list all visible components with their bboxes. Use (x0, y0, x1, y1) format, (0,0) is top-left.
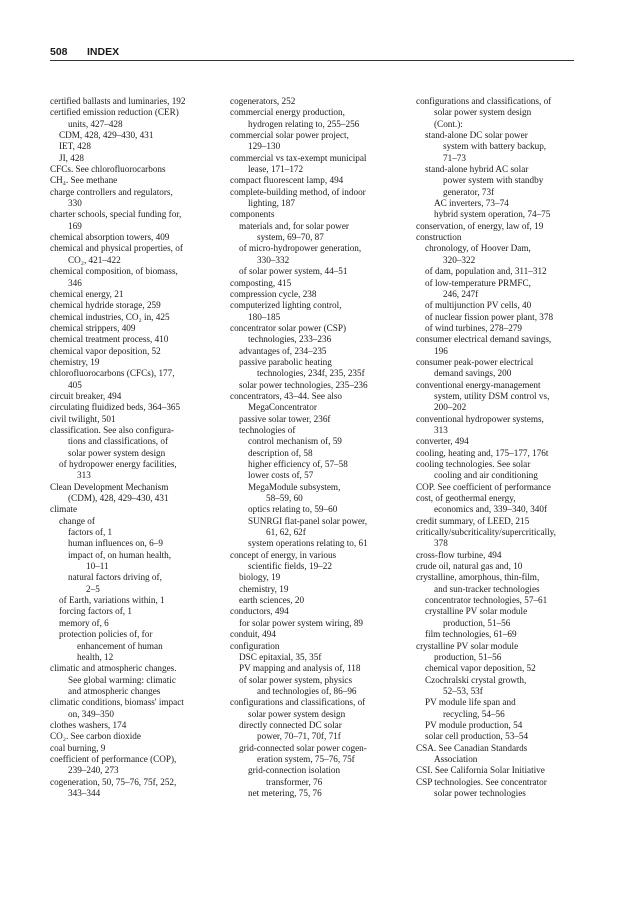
index-subentry: (CDM), 428, 429–430, 431 (68, 493, 169, 504)
index-subentry: enhancement of human (77, 640, 163, 651)
index-entry: conventional energy-management (416, 379, 541, 390)
index-subentry: 71–73 (443, 152, 466, 163)
index-entry: CSP technologies. See concentrator (416, 776, 547, 787)
index-subentry: of wind turbines, 278–279 (425, 322, 522, 333)
index-entry: crystalline PV solar module (416, 640, 519, 651)
index-subentry: MegaConcentrator (248, 402, 317, 413)
index-entry: concentrators, 43–44. See also (230, 390, 343, 401)
index-entry: circulating fluidized beds, 364–365 (50, 402, 181, 413)
index-subentry: system, 69–70, 87 (257, 232, 324, 243)
index-subentry: film technologies, 61–69 (425, 629, 517, 640)
index-subentry: scientific fields, 19–22 (248, 561, 332, 572)
index-subentry: passive parabolic heating (239, 356, 332, 367)
index-entry: configuration (230, 640, 280, 651)
index-entry: crystalline, amorphous, thin-film, (416, 572, 540, 583)
index-subentry: lease, 171–172 (248, 164, 304, 175)
index-entry: credit summary, of LEED, 215 (416, 515, 530, 526)
index-entry: clothes washers, 174 (50, 719, 127, 730)
index-subentry: system with battery backup, (443, 141, 547, 152)
index-entry: configurations and classifications, of (230, 697, 366, 708)
index-subentry: protection policies of, for (59, 629, 153, 640)
index-entry: converter, 494 (416, 436, 469, 447)
index-subentry: recycling, 54–56 (443, 708, 505, 719)
index-subentry: Czochralski crystal growth, (425, 674, 527, 685)
index-entry: chemical absorption towers, 409 (50, 232, 170, 243)
index-subentry: generator, 73f (443, 186, 495, 197)
index-subentry: 346 (68, 277, 82, 288)
index-subentry: economics and, 339–340, 340f (434, 504, 548, 515)
index-subentry: earth sciences, 20 (239, 595, 305, 606)
index-subentry: DSC epitaxial, 35, 35f (239, 651, 322, 662)
index-subentry: lower costs of, 57 (248, 470, 314, 481)
index-entry: climatic conditions, biomass' impact (50, 697, 184, 708)
index-subentry: SUNRGI flat-panel solar power, (248, 515, 368, 526)
index-entry: consumer electrical demand savings, (416, 334, 552, 345)
index-subentry: stand-alone DC solar power (425, 130, 528, 141)
index-subentry: 320–322 (443, 254, 476, 265)
index-subentry: system operations relating to, 61 (248, 538, 368, 549)
index-entry: charter schools, special funding for, (50, 209, 182, 220)
index-subentry: Association (434, 753, 478, 764)
index-entry: configurations and classifications, of (416, 96, 552, 106)
index-entry: construction (416, 232, 462, 243)
index-entry: cooling, heating and, 175–177, 176t (416, 447, 549, 458)
index-subentry: solar power system design (68, 447, 166, 458)
index-subentry: control mechanism of, 59 (248, 436, 342, 447)
index-subentry: hybrid system operation, 74–75 (434, 209, 551, 220)
index-subentry: technologies, 234f, 235, 235f (257, 368, 365, 379)
index-subentry: of solar power system, physics (239, 674, 353, 685)
index-subentry: 180–185 (248, 311, 281, 322)
index-entry: conservation, of energy, law of, 19 (416, 220, 544, 231)
index-entry: cost, of geothermal energy, (416, 493, 516, 504)
index-subentry: solar cell production, 53–54 (425, 731, 529, 742)
index-entry: chemical strippers, 409 (50, 322, 136, 333)
index-entry: conductors, 494 (230, 606, 289, 617)
index-entry: critically/subcriticality/supercritically, (416, 527, 556, 538)
index-subentry: production, 51–56 (443, 617, 511, 628)
index-entry: climate (50, 504, 78, 515)
index-subentry: system, utility DSM control vs, (434, 390, 550, 401)
index-subentry: CO₂, 421–422 (68, 254, 121, 265)
index-subentry: IET, 428 (59, 141, 91, 152)
index-subentry: 313 (77, 470, 91, 481)
index-subentry: chemistry, 19 (239, 583, 289, 594)
index-subentry: on, 349–350 (68, 708, 114, 719)
index-subentry: net metering, 75, 76 (248, 787, 322, 798)
index-subentry: and sun-tracker technologies (434, 583, 540, 594)
index-entry: cogenerators, 252 (230, 96, 296, 106)
index-subentry: of Earth, variations within, 1 (59, 595, 165, 606)
index-entry: CO₂. See carbon dioxide (50, 731, 141, 742)
index-subentry: 61, 62, 62f (266, 527, 306, 538)
index-entry: consumer peak-power electrical (416, 356, 534, 367)
index-subentry: change of (59, 515, 95, 526)
index-subentry: demand savings, 200 (434, 368, 512, 379)
index-subentry: chronology, of Hoover Dam, (425, 243, 531, 254)
index-subentry: hydrogen relating to, 255–256 (248, 118, 360, 129)
index-subentry: solar power system design (434, 107, 532, 118)
index-entry: compression cycle, 238 (230, 288, 317, 299)
index-entry: complete-building method, of indoor (230, 186, 366, 197)
index-subentry: power system with standby (443, 175, 544, 186)
index-subentry: natural factors driving of, (68, 572, 162, 583)
index-entry: cogeneration, 50, 75–76, 75f, 252, (50, 776, 177, 787)
index-subentry: tions and classifications, of (68, 436, 169, 447)
index-subentry: and technologies of, 86–96 (257, 685, 357, 696)
index-subentry: PV module production, 54 (425, 719, 523, 730)
index-subentry: description of, 58 (248, 447, 313, 458)
index-subentry: technologies, 233–236 (248, 334, 332, 345)
index-subentry: solar power technologies (434, 787, 526, 798)
index-entry: cooling technologies. See solar (416, 459, 531, 469)
index-subentry: 200–202 (434, 402, 467, 413)
index-entry: Clean Development Mechanism (50, 481, 169, 492)
index-entry: chemistry, 19 (50, 356, 100, 367)
index-subentry: power, 70–71, 70f, 71f (257, 731, 341, 742)
header-rule (50, 60, 574, 61)
index-subentry: transformer, 76 (266, 776, 323, 787)
index-subentry: crystalline PV solar module (425, 606, 528, 617)
index-subentry: of hydropower energy facilities, (59, 459, 177, 469)
index-subentry: technologies of (239, 424, 296, 435)
index-subentry: solar power technologies, 235–236 (239, 379, 368, 390)
index-subentry: eration system, 75–76, 75f (257, 753, 355, 764)
index-subentry: lighting, 187 (248, 198, 295, 209)
index-entry: chemical industries, CO₂ in, 425 (50, 311, 170, 322)
index-subentry: optics relating to, 59–60 (248, 504, 338, 515)
index-subentry: 2–5 (86, 583, 100, 594)
index-subentry: 239–240, 273 (68, 765, 119, 776)
index-subentry: 378 (434, 538, 448, 549)
index-entry: composting, 415 (230, 277, 292, 288)
index-entry: CSI. See California Solar Initiative (416, 765, 545, 776)
index-subentry: 52–53, 53f (443, 685, 483, 696)
index-entry: concentrator solar power (CSP) (230, 322, 347, 333)
index-entry: components (230, 209, 275, 220)
index-subentry: 129–130 (248, 141, 281, 152)
index-entry: chemical vapor deposition, 52 (50, 345, 161, 356)
index-subentry: stand-alone hybrid AC solar (425, 164, 529, 175)
index-subentry: solar power system design (248, 708, 346, 719)
page-number: 508 (50, 46, 68, 58)
index-entry: commercial vs tax-exempt municipal (230, 152, 367, 163)
index-column-2 (230, 96, 410, 799)
index-subentry: 58–59, 60 (266, 493, 303, 504)
index-entry: chemical hydride storage, 259 (50, 300, 161, 311)
index-entry: certified emission reduction (CER) (50, 107, 179, 118)
index-subentry: 246, 247f (443, 288, 479, 299)
index-entry: conduit, 494 (230, 629, 276, 640)
index-entry: crude oil, natural gas and, 10 (416, 561, 523, 572)
index-entry: coal burning, 9 (50, 742, 106, 753)
index-subentry: grid-connection isolation (248, 765, 341, 776)
index-entry: cross-flow turbine, 494 (416, 549, 502, 560)
index-entry: chemical and physical properties, of (50, 243, 183, 254)
index-subentry: biology, 19 (239, 572, 281, 583)
index-entry: CH₄. See methane (50, 175, 118, 186)
index-entry: coefficient of performance (COP), (50, 753, 177, 764)
index-subentry: See global warming: climatic (68, 674, 176, 685)
index-subentry: factors of, 1 (68, 527, 113, 538)
index-subentry: CDM, 428, 429–430, 431 (59, 130, 154, 141)
index-subentry: 313 (434, 424, 448, 435)
index-entry: computerized lighting control, (230, 300, 342, 311)
index-subentry: chemical vapor deposition, 52 (425, 663, 536, 674)
index-subentry: impact of, on human health, (68, 549, 172, 560)
index-subentry: advantages of, 234–235 (239, 345, 327, 356)
index-entry: CFCs. See chlorofluorocarbons (50, 164, 166, 175)
index-subentry: 330–332 (257, 254, 290, 265)
index-entry: classification. See also configura- (50, 424, 174, 435)
index-entry: climatic and atmospheric changes. (50, 663, 177, 674)
index-subentry: memory of, 6 (59, 617, 109, 628)
index-entry: civil twilight, 501 (50, 413, 116, 424)
index-subentry: of multijunction PV cells, 40 (425, 300, 532, 311)
index-entry: commercial solar power project, (230, 130, 349, 141)
index-entry: conventional hydropower systems, (416, 413, 544, 424)
index-subentry: production, 51–56 (434, 651, 502, 662)
index-subentry: 10–11 (86, 561, 109, 572)
index-entry: circuit breaker, 494 (50, 390, 122, 401)
index-entry: concept of energy, in various (230, 549, 337, 560)
index-subentry: of nuclear fission power plant, 378 (425, 311, 554, 322)
index-entry: CSA. See Canadian Standards (416, 742, 528, 753)
index-entry: commercial energy production, (230, 107, 345, 118)
index-entry: chemical composition, of biomass, (50, 266, 178, 277)
index-entry: charge controllers and regulators, (50, 186, 173, 197)
index-subentry: PV module life span and (425, 697, 516, 708)
index-entry: certified ballasts and luminaries, 192 (50, 96, 186, 106)
index-subentry: directly connected DC solar (239, 719, 342, 730)
index-subentry: higher efficiency of, 57–58 (248, 459, 348, 469)
index-subentry: PV mapping and analysis of, 118 (239, 663, 361, 674)
index-column-1 (50, 96, 222, 799)
index-subentry: 343–344 (68, 787, 101, 798)
index-subentry: 169 (68, 220, 82, 231)
index-subentry: for solar power system wiring, 89 (239, 617, 364, 628)
index-subentry: units, 427–428 (68, 118, 123, 129)
index-subentry: of solar power system, 44–51 (239, 266, 348, 277)
index-entry: compact fluorescent lamp, 494 (230, 175, 344, 186)
index-subentry: concentrator technologies, 57–61 (425, 595, 548, 606)
index-subentry: (Cont.): (434, 118, 463, 129)
index-entry: chemical energy, 21 (50, 288, 124, 299)
index-subentry: health, 12 (77, 651, 114, 662)
index-subentry: 196 (434, 345, 448, 356)
index-subentry: of low-temperature PRMFC, (425, 277, 531, 288)
index-entry: chemical treatment process, 410 (50, 334, 169, 345)
index-subentry: forcing factors of, 1 (59, 606, 132, 617)
index-column-3 (416, 96, 586, 799)
running-header (50, 46, 574, 60)
index-subentry: of dam, population and, 311–312 (425, 266, 547, 277)
index-entry: chlorofluorocarbons (CFCs), 177, (50, 368, 175, 379)
index-subentry: grid-connected solar power cogen- (239, 742, 367, 753)
index-entry: COP. See coefficient of performance (416, 481, 551, 492)
index-subentry: and atmospheric changes (68, 685, 161, 696)
index-subentry: of micro-hydropower generation, (239, 243, 362, 254)
index-subentry: passive solar tower, 236f (239, 413, 331, 424)
running-title: INDEX (87, 46, 120, 58)
index-subentry: AC inverters, 73–74 (434, 198, 509, 209)
index-subentry: cooling and air conditioning (434, 470, 538, 481)
index-subentry: human influences on, 6–9 (68, 538, 163, 549)
index-subentry: materials and, for solar power (239, 220, 349, 231)
index-subentry: 330 (68, 198, 82, 209)
index-subentry: MegaModule subsystem, (248, 481, 341, 492)
index-subentry: 405 (68, 379, 82, 390)
index-subentry: JI, 428 (59, 152, 85, 163)
